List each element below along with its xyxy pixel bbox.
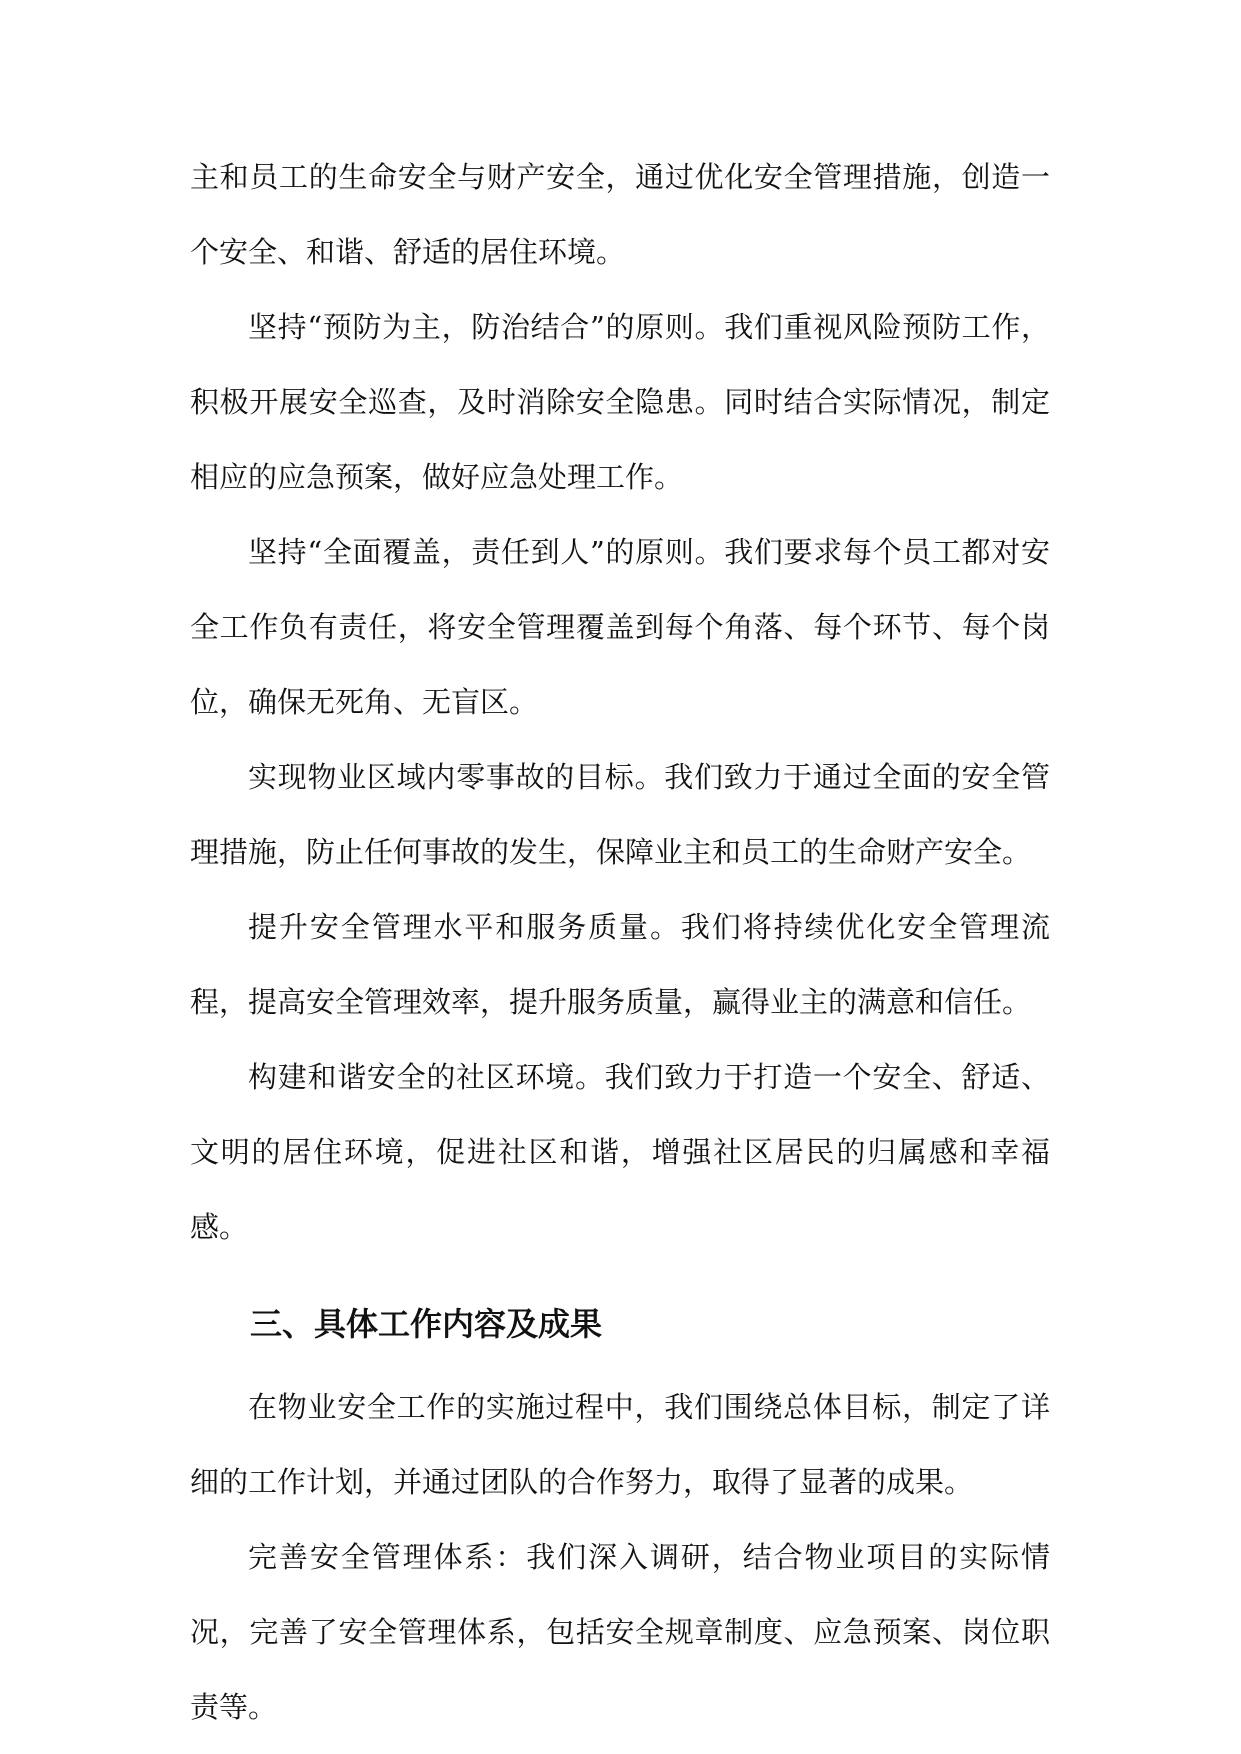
section-heading: 三、具体工作内容及成果 [250,1305,603,1343]
paragraph-4: 实现物业区域内零事故的目标。我们致力于通过全面的安全管理措施，防止任何事故的发生，保障业主和员工的生命财产安全。 [190,760,1050,869]
paragraph-8: 完善安全管理体系：我们深入调研，结合物业项目的实际情况，完善了安全管理体系，包括安全规章制度、应急预案、岗位职责等。 [190,1540,1050,1724]
paragraph-7: 在物业安全工作的实施过程中，我们围绕总体目标，制定了详细的工作计划，并通过团队的合作努力，取得了显著的成果。 [190,1390,1050,1499]
paragraph-6: 构建和谐安全的社区环境。我们致力于打造一个安全、舒适、文明的居住环境，促进社区和谐，增强社区居民的归属感和幸福感。 [190,1060,1050,1244]
document-body [190,140,1050,1745]
paragraph-3: 坚持“全面覆盖，责任到人”的原则。我们要求每个员工都对安全工作负有责任，将安全管理覆盖到每个角落、每个环节、每个岗位，确保无死角、无盲区。 [190,535,1050,719]
paragraph-1: 主和员工的生命安全与财产安全，通过优化安全管理措施，创造一个安全、和谐、舒适的居住环境。 [190,160,1050,269]
paragraph-5: 提升安全管理水平和服务质量。我们将持续优化安全管理流程，提高安全管理效率，提升服务质量，赢得业主的满意和信任。 [190,910,1050,1019]
paragraph-2: 坚持“预防为主，防治结合”的原则。我们重视风险预防工作，积极开展安全巡查，及时消除安全隐患。同时结合实际情况，制定相应的应急预案，做好应急处理工作。 [190,310,1050,494]
